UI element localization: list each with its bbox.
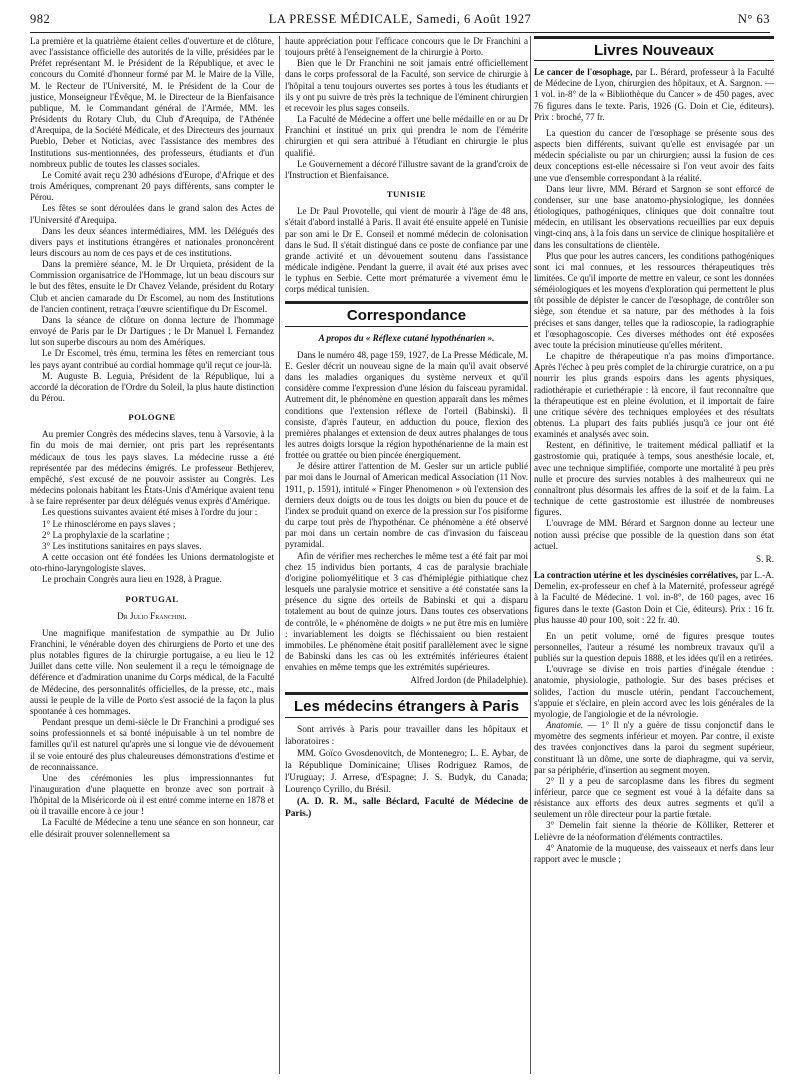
column-2 xyxy=(285,36,528,1076)
column-divider-1 xyxy=(279,36,280,1074)
journal-title: LA PRESSE MÉDICALE, Samedi, 6 Août 1927 xyxy=(268,12,532,26)
paragraph: La première et la quatrième étaient celles d'ouverture et de clôture, avec l'assistance officielle des autorités de la ville, présidées par le Préfet représentant M. le Président de la République, et avec le concours du Comité d'honneur formé par M. le Maire de la Ville, M. le Recteur de l'Université, M. le Président de la Cour de justice, Monseigneur l'Évêque, M. le Directeur de la Bienfaisance publique, M. le Commandant général de l'Armée, MM. les Présidents du Rotary Club, du Club d'Arequipa, de l'Athénée d'Arequipa, de la Société Médicale, et des Directeurs des journaux Pueblo, Deber et Noticias, avec l'assistance des membres des Institutions sus-mentionnées, des professeurs, étudiants et d'un nombreux public de toutes les classes sociales. xyxy=(30,36,274,169)
list-item: 3° Les institutions sanitaires en pays slaves. xyxy=(42,540,202,551)
label: Anatomie. xyxy=(546,720,584,731)
paragraph: 2° Il y a peu de sarcoplasme dans les fibres du segment inférieur, parce que ce segment est voué à la défaite dans sa résistance aux efforts des deux autres segments et qu'il a seulement un rôle directeur pour la partie fœtale. xyxy=(534,775,774,820)
book-details: par L. Bérard, professeur à la Faculté de Médecine de Lyon, chirurgien des hôpitaux, et A. Sargnon. — 1 vol. in-8° de la « Bibliothèque du Cancer » de 450 pages, avec 76 figures dans le texte. Paris, 1926 (G. Doin et Cie, éditeurs). Prix : broché, 77 fr. xyxy=(534,67,774,122)
paragraph: 3° Demelin fait sienne la théorie de Kölliker, Retterer et Lelièvre de la néoformation d'éléments contractiles. xyxy=(534,820,774,842)
paragraph: Le Dr Escomel, très ému, termina les fêtes en remerciant tous les pays ayant contribué au cordial hommage qu'il reçut ce jour-là. xyxy=(30,348,274,370)
etrangers-heading: Les médecins étrangers à Paris xyxy=(285,694,528,716)
paragraph: Restent, en définitive, le traitement médical palliatif et la gastrostomie qui, pratiquée à temps, sous anesthésie locale, et, avec une technique simplifiée, comporte une mortalité à peu près nulle et procure des survies notables à des malheureux qui ne connaîtront plus désormais les affres de la soif et de la faim. La technique de cette gastrostomie est illustrée de nombreuses figures. xyxy=(534,440,774,518)
paragraph: haute appréciation pour l'efficace concours que le Dr Franchini a toujours prêté à l'enseignement de la chirurgie à Porto. xyxy=(285,36,528,58)
list-item: 1° Le rhinosclérome en pays slaves ; xyxy=(42,518,176,529)
paragraph: L'ouvrage se divise en trois parties d'inégale étendue : anatomie, physiologie, pathologie. Sur des bases précises et solides, l'action du muscle utérin, pendant l'accouchement, s'appuie et s'éclaire, en plein accord avec les lois générales de la myologie, de l'angiologie et de la névrologie. xyxy=(534,664,774,719)
etrangers-heading-box xyxy=(285,692,528,717)
livres-heading-box xyxy=(534,36,774,61)
paragraph: Pendant presque un demi-siècle le Dr Franchini a prodigué ses soins professionnels et sa bonté inépuisable à un tel nombre de familles qu'il est naturel qu'après une si longue vie de dévouement il se voie entouré des plus chaleureuses démonstrations d'estime et de reconnaissance. xyxy=(30,717,274,772)
paragraph: Plus que pour les autres cancers, les conditions pathogéniques sont ici mal connues, et les ressources thérapeutiques très limitées. Ce qu'il importe de mettre en valeur, ce sont les données séméiologiques et les moyens d'exploration qui permettent le plus tôt possible de dépister le cancer de l'œsophage, de contrôler son siège, son étendue et sa nature, par des méthodes à la fois précises et sans danger, telles que la radioscopie, la radiographie et l'œsophagoscopie. Ces diverses méthodes ont été exposées avec toute la précision minutieuse qu'elles méritent. xyxy=(534,250,774,350)
paragraph xyxy=(534,720,774,776)
column-3 xyxy=(534,36,774,1076)
paragraph: Les fêtes se sont déroulées dans le grand salon des Actes de l'Université d'Arequipa. xyxy=(30,203,274,225)
paragraph: Je désire attirer l'attention de M. Gesler sur un article publié par moi dans le Journal of American medical Association (11 Nov. 1911, p. 1591), intitulé « Finger Phenomenon » où l'extension des derniers deux doigts ou de tous les doigts ou bien du pouce et de l'index se produit quand on exerce de la pression sur l'os pisiforme du carpe tout près de l'hypothénar. Ce phénomène a été observé par moi dans un certain nombre de cas d'invasion du faisceau pyramidal. xyxy=(285,461,528,550)
paragraph: Une magnifique manifestation de sympathie au Dr Julio Franchini, le vénérable doyen des chirurgiens de Porto et une des plus notables figures de la chirurgie portugaise, a eu lieu le 12 Juillet dans cette ville. Non seulement il a reçu le témoignage de déférence et d'admiration unanime du Corps médical, de la Faculté de Médecine, des personnalités officielles, de la presse, etc., mais aussi le peuple de la ville de Porto s'est associé de la façon la plus spontanée à ces hommages. xyxy=(30,627,274,716)
signature: Alfred Jordon (de Philadelphie). xyxy=(410,675,528,686)
paragraph: Le Gouvernement a décoré l'illustre savant de la grand'croix de l'Instruction et Bienfaisance. xyxy=(285,158,528,180)
issue-number: N° 63 xyxy=(737,12,770,26)
article-subheading: A propos du « Réflexe cutané hypothénarien ». xyxy=(318,332,495,343)
book-entry xyxy=(534,67,774,123)
paragraph: M. Auguste B. Leguia, Président de la République, lui a accordé la décoration de l'Ordre du Soleil, la plus haute distinction du Pérou. xyxy=(30,370,274,403)
signature: S. R. xyxy=(756,553,774,564)
book-entry xyxy=(534,570,774,626)
section-heading-portugal: PORTUGAL xyxy=(125,593,179,604)
text: — 1° Il n'y a guère de tissu conjonctif dans le myomètre des segments inférieur et moyen. Par contre, il existe des travées conjonctives dans la paroi du segment supérieur, constituant là un dôme, une sorte de diaphragme, qui va servir, par sa périphérie, d'insertion au segment moyen. xyxy=(534,720,774,775)
paragraph: A cette occasion ont été fondées les Unions dermatologiste et oto-rhino-laryngologiste slaves. xyxy=(30,552,274,574)
section-heading-pologne: POLOGNE xyxy=(128,412,176,423)
paragraph: Afin de vérifier mes recherches le même test a été fait par moi chez 15 individus bien portants, 4 cas de paralysie brachiale d'origine poliomyélitique et 3 cas d'hémiplégie pithiatique chez lesquels une paralysie motrice et sensitive a été constatée sans la présence du signe des orteils de Babinski et qui a disparu totalement au bout de quinze jours. Dans toutes ces observations de contrôle, le « phénomène de doigts » ne put être mis en lumière : invariablement les doigts se fléchissaient ou bien restaient immobiles. Le phénomène était positif parallèlement avec le signe de Babinski dans les cas où les extrémités inférieures étaient envahies en même temps que les extrémités supérieures. xyxy=(285,550,528,673)
paragraph: (A. D. R. M., salle Béclard, Faculté de Médecine de Paris.) xyxy=(285,796,528,819)
header-rule xyxy=(30,32,770,33)
paragraph: Le Dr Paul Provotelle, qui vient de mourir à l'âge de 48 ans, s'était d'abord installé à Paris. Il avait été ensuite appelé en Tunisie par son ami le Dr E. Conseil et nommé médecin de colonisation dans le Sud. Il s'était distingué dans ce poste de confiance par une grande activité et un dévouement soutenu dans l'assistance médicale indigène. Pendant la guerre, il avait été aux prises avec le typhus en Serbie. Cette mort prématurée a vivement ému le corps médical tunisien. xyxy=(285,206,528,295)
paragraph: Dans les deux séances intermédiaires, MM. les Délégués des divers pays et institutions étrangères et nationales prononcèrent leurs discours au nom de ces pays et de ces institutions. xyxy=(30,225,274,258)
paragraph: La Faculté de Médecine a tenu une séance en son honneur, car elle désirait prouver solennellement sa xyxy=(30,817,274,839)
column-1 xyxy=(30,36,274,1076)
paragraph: La Faculté de Médecine a offert une belle médaille en or au Dr Franchini et institué un prix qui prendra le nom de l'émérite chirurgien et qui sera attribué à l'étudiant en chirurgie le plus qualifié. xyxy=(285,114,528,158)
page-number: 982 xyxy=(30,12,51,26)
paragraph: L'ouvrage de MM. Bérard et Sargnon donne au lecteur une notion aussi précise que possible de la question dans son état actuel. xyxy=(534,518,774,551)
paragraph: MM. Goïco Gvosdenovitch, de Montenegro; L. E. Aybar, de la République Dominicaine; Ulises Rodriguez Ramos, de l'Uruguay; J. Arrese, d'Espagne; J. S. Budyk, du Canada; Lourenço Cyrillo, du Brésil. xyxy=(285,748,528,795)
paragraph: Dans la première séance, M. le Dr Urquieta, président de la Commission organisatrice de l'Hommage, lut un beau discours sur le but des fêtes, ensuite le Dr Chavez Velande, président du Rotary Club et ancien camarade du Dr Escomel, au nom des Institutions de l'ancien continent, retraça l'œuvre scientifique du Dr Escomel. xyxy=(30,259,274,314)
paragraph: Dans leur livre, MM. Bérard et Sargnon se sont efforcé de condenser, sur une base anatomo-physiologique, les données étiologiques, pathogéniques, cliniques que doit connaître tout médecin, en utilisant les observations recueillies par eux depuis vingt-cinq ans, à la fois dans un service de clinique hospitalière et dans les consultations de clientèle. xyxy=(534,183,774,250)
page-header xyxy=(30,12,770,28)
paragraph: Le Comité avait reçu 230 adhésions d'Europe, d'Afrique et des trois Amériques, comprenant 20 pays différents, sans compter le Pérou. xyxy=(30,169,274,203)
list-item: 2° La prophylaxie de la scarlatine ; xyxy=(42,529,170,540)
paragraph: Les questions suivantes avaient été mises à l'ordre du jour : xyxy=(42,507,258,518)
column-divider-2 xyxy=(530,36,531,1074)
paragraph: En un petit volume, orné de figures presque toutes personnelles, l'auteur a résumé les nombreux travaux qu'il a publiés sur la question depuis 1888, et les idées qu'il en a retirées. xyxy=(534,630,774,664)
book-title: Le cancer de l'œsophage, xyxy=(534,67,633,78)
paragraph: Dans le numéro 48, page 159, 1927, de La Presse Médicale, M. E. Gesler décrit un nouveau signe de la main qu'il avait observé dans les maladies organiques du système nerveux et qu'il considère comme l'expression d'une lésion du faisceau pyramidal. Autrement dit, le phénomène en question apparaît dans les mêmes conditions que l'extension réflexe de l'orteil (Babinski). Il consiste, d'après l'auteur, en adduction du pouce, flexion des premières phalanges et extension de deux autres phalanges de tous les autres doigts lorsque la région hypothénarienne de la main est frottée ou grattée ou bien pincée énergiquement. xyxy=(285,349,528,461)
paragraph: Sont arrivés à Paris pour travailler dans les hôpitaux et laboratoires : xyxy=(285,724,528,747)
paragraph: Le chapitre de thérapeutique n'a pas moins d'importance. Après l'échec à peu près complet de la chirurgie curatrice, on a pu nourrir les plus grands espoirs dans les agents physiques, radiothérapie et curiethérapie : là encore, il faut reconnaître que la thérapeutique est en pleine évolution, et il importait de faire une critique sévère des techniques employées et des résultats obtenus. La plupart des faits publiés jusqu'à ce jour ont été examinés et analysés avec soin. xyxy=(534,351,774,440)
paragraph: Une des cérémonies les plus impressionnantes fut l'inauguration d'une plaquette en bronze avec son portrait à l'hôpital de la Miséricorde où il est entré comme interne en 1878 et où il travaille encore à ce jour ! xyxy=(30,772,274,817)
correspondance-heading: Correspondance xyxy=(285,303,528,325)
paragraph: Dans la séance de clôture on donna lecture de l'hommage envoyé de Paris par le Dr Dartigues ; le Dr Manuel I. Fernandez lut son superbe discours au nom des Amériques. xyxy=(30,314,274,348)
book-title: La contraction utérine et les dyscinésies corrélatives, xyxy=(534,570,739,581)
paragraph: 4° Anatomie de la muqueuse, des vaisseaux et nerfs dans leur rapport avec le muscle ; xyxy=(534,842,774,864)
paragraph: Bien que le Dr Franchini ne soit jamais entré officiellement dans le corps professoral de la Faculté, son service de chirurgie à l'hôpital a tenu toujours ouvertes ses portes à tous les étudiants et ils y ont pu suivre de très près la technique de l'éminent chirurgien et recevoir les plus sages conseils. xyxy=(285,58,528,113)
paragraph: La question du cancer de l'œsophage se présente sous des aspects bien différents, suivant qu'elle est envisagée par un médecin spécialiste ou par un chirurgien; aussi la fusion de ces deux conceptions est-elle nécessaire si l'on veut avoir des faits une vue d'ensemble correspondant à la réalité. xyxy=(534,127,774,183)
correspondance-heading-box xyxy=(285,301,528,326)
livres-heading: Livres Nouveaux xyxy=(534,38,774,60)
book-details: par L.-A. Demelin, ex-professeur en chef à la Maternité, professeur agrégé à la Faculté de Médecine. 1 vol. in-8°, de 160 pages, avec 16 figures dans le texte (Gaston Doin et Cie, éditeurs). Prix : 16 fr. plus hausse 40 pour 100, soit : 22 fr. 40. xyxy=(534,570,774,625)
section-subheading: Dr Julio Franchini. xyxy=(117,610,187,621)
paragraph: Au premier Congrès des médecins slaves, tenu à Varsovie, à la fin du mois de mai dernier, ont pris part les représentants médicaux de tous les pays slaves. La médecine russe a été représentée par des médecins émigrés. Le professeur Bethjerev, empêché, s'est excusé de ne pouvoir assister au Congrès. Les médecins polonais habitant les États-Unis d'Amérique avaient tenu à se faire représenter par deux délégués venus exprès d'Amérique. xyxy=(30,429,274,507)
paragraph: Le prochain Congrès aura lieu en 1928, à Prague. xyxy=(42,574,222,585)
section-heading-tunisie: TUNISIE xyxy=(386,189,427,200)
